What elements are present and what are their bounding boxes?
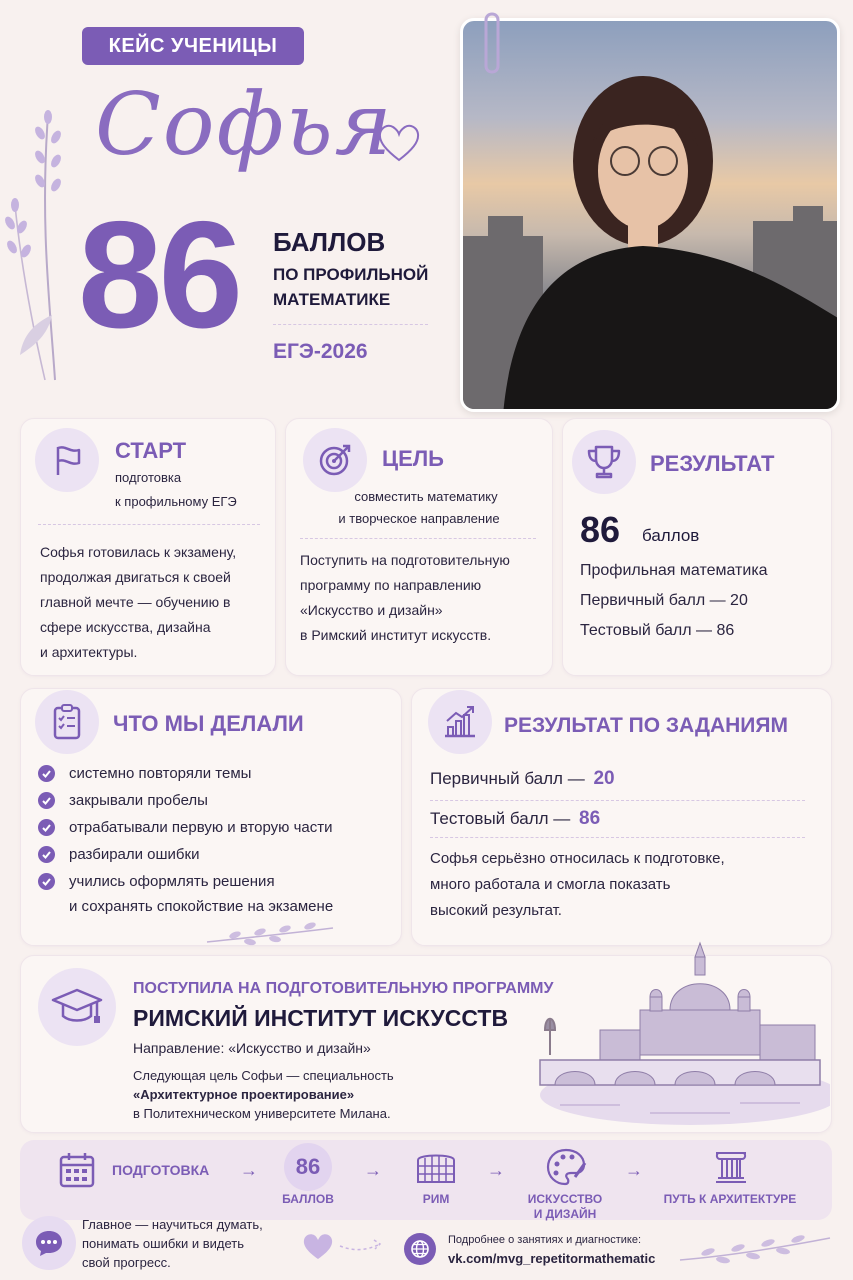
admission-next: Следующая цель Софьи — специальность «Архитектурное проектирование» в Политехническом университете Милана. <box>133 1068 394 1121</box>
start-icon-circle <box>35 428 99 492</box>
tasks-icon-circle <box>428 690 492 754</box>
sprig-decoration <box>205 920 335 948</box>
goal-icon-circle <box>303 428 367 492</box>
globe-icon-circle <box>404 1233 436 1265</box>
admission-direction: Направление: «Искусство и дизайн» <box>133 1040 371 1056</box>
result-score: 86 <box>580 509 621 550</box>
exam-label: ЕГЭ-2026 <box>273 340 368 363</box>
list-item: отрабатывали первую и вторую части <box>38 815 398 840</box>
flag-icon <box>50 443 84 477</box>
flow-step-art: ИСКУССТВО И ДИЗАЙН <box>527 1192 603 1221</box>
list-item: разбирали ошибки <box>38 842 398 867</box>
goal-title: ЦЕЛЬ <box>382 446 444 471</box>
subject-line-1: ПО ПРОФИЛЬНОЙ <box>273 265 429 284</box>
chat-bubble-icon <box>34 1229 64 1257</box>
done-title: ЧТО МЫ ДЕЛАЛИ <box>113 711 304 736</box>
arrow-right-icon: → <box>487 1160 505 1180</box>
result-icon-circle <box>572 430 636 494</box>
paperclip-icon <box>478 8 506 80</box>
result-primary: Первичный балл — 20 <box>580 592 748 609</box>
footer-quote: Главное — научиться думать, понимать ошибки и видеть свой прогресс. <box>82 1217 263 1270</box>
done-list <box>38 761 398 921</box>
colosseum-icon <box>414 1148 458 1186</box>
start-body: Софья готовилась к экзамену, продолжая двигаться к своей главной мечте — обучению в сфере искусства, дизайна и архитектуры. <box>40 544 237 660</box>
tasks-body: Софья серьёзно относилась к подготовке, много работала и смогла показать высокий результат. <box>430 850 725 919</box>
column-icon <box>712 1148 750 1186</box>
list-item: учились оформлять решения и сохранять спокойствие на экзамене <box>38 869 398 919</box>
flow-step-rome: РИМ <box>422 1192 450 1206</box>
student-photo <box>460 18 840 412</box>
start-sub-2: к профильному ЕГЭ <box>115 494 237 509</box>
flow-step-preparation: ПОДГОТОВКА <box>112 1162 210 1178</box>
start-sub-1: подготовка <box>115 470 182 485</box>
calendar-icon <box>58 1151 96 1189</box>
chart-icon <box>442 705 478 739</box>
graduation-cap-icon <box>50 985 104 1029</box>
lavender-decoration <box>0 55 80 385</box>
admission-kicker: ПОСТУПИЛА НА ПОДГОТОВИТЕЛЬНУЮ ПРОГРАММУ <box>133 980 554 997</box>
arrow-right-icon: → <box>240 1160 258 1180</box>
footer-sprig-decoration <box>678 1228 833 1268</box>
list-item: закрывали пробелы <box>38 788 398 813</box>
done-icon-circle <box>35 690 99 754</box>
palette-icon <box>545 1147 587 1187</box>
subject-line-2: МАТЕМАТИКЕ <box>273 290 391 309</box>
result-title: РЕЗУЛЬТАТ <box>650 451 775 476</box>
score-unit: БАЛЛОВ <box>273 227 386 257</box>
admission-icon-circle <box>38 968 116 1046</box>
rome-illustration <box>530 935 830 1130</box>
arrow-right-icon: → <box>625 1160 643 1180</box>
heart-outline-icon <box>376 120 422 166</box>
tasks-primary: Первичный балл — 20 <box>430 768 615 789</box>
student-name: Софья <box>95 75 394 175</box>
footer-link[interactable]: vk.com/mvg_repetitormathematic <box>448 1251 656 1266</box>
chat-icon-circle <box>22 1216 76 1270</box>
start-title: СТАРТ <box>115 438 187 463</box>
result-test: Тестовый балл — 86 <box>580 622 735 639</box>
big-score: 86 <box>78 190 240 360</box>
goal-sub-1: совместить математику <box>354 489 498 504</box>
goal-body: Поступить на подготовительную программу по направлению «Искусство и дизайн» в Римский институт искусств. <box>300 552 510 643</box>
goal-sub-2: и творческое направление <box>338 511 500 526</box>
result-score-unit: баллов <box>642 526 700 545</box>
flow-step-score: БАЛЛОВ <box>282 1192 334 1206</box>
admission-title: РИМСКИЙ ИНСТИТУТ ИСКУССТВ <box>133 1005 509 1031</box>
target-icon <box>317 442 353 478</box>
globe-icon <box>410 1239 430 1259</box>
checklist-icon <box>50 703 84 741</box>
heart-arrow-decoration <box>300 1228 390 1264</box>
tasks-title: РЕЗУЛЬТАТ ПО ЗАДАНИЯМ <box>504 714 788 737</box>
trophy-icon <box>584 443 624 481</box>
list-item: системно повторяли темы <box>38 761 398 786</box>
flow-step-architecture: ПУТЬ К АРХИТЕКТУРЕ <box>663 1192 797 1206</box>
arrow-right-icon: → <box>364 1160 382 1180</box>
footer-more: Подробнее о занятиях и диагностике: <box>448 1234 642 1246</box>
tasks-test: Тестовый балл — 86 <box>430 808 601 829</box>
flow-score-circle: 86 <box>284 1143 332 1191</box>
case-badge: КЕЙС УЧЕНИЦЫ <box>82 27 304 65</box>
result-subject: Профильная математика <box>580 562 768 579</box>
